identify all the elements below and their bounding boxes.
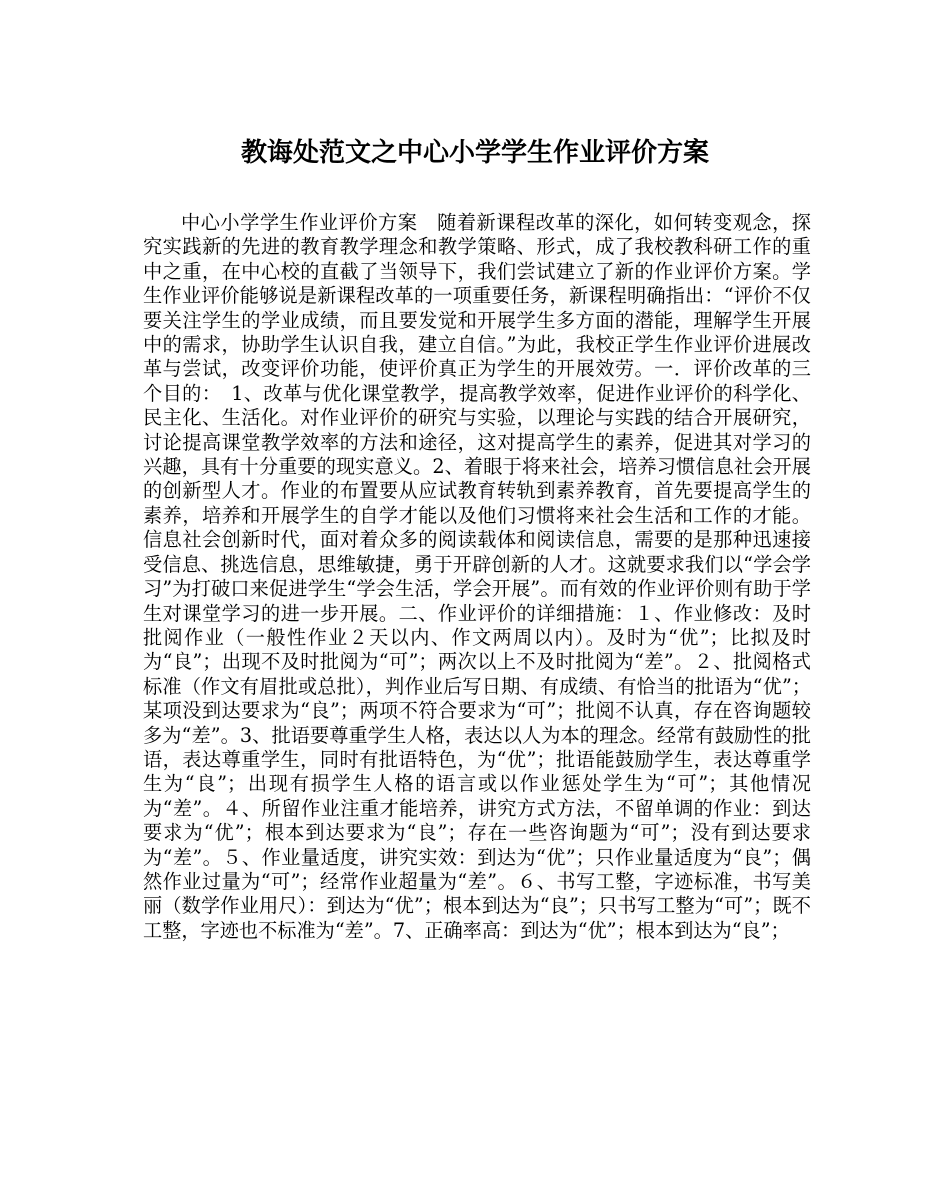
document-body: 中心小学学生作业评价方案 随着新课程改革的深化，如何转变观念，探究实践新的先进的教育教学理念和教学策略、形式，成了我校教科研工作的重中之重，在中心校的直截了当领导下，我们尝试建立了新的作业评价方案。学生作业评价能够说是新课程改革的一项重要任务，新课程明确指出：“评价不仅要关注学生的学业成绩，而且要发觉和开展学生多方面的潜能，理解学生开展中的需求，协助学生认识自我，建立自信。”为此，我校正学生作业评价进展改革与尝试，改变评价功能，使评价真正为学生的开展效劳。一．评价改革的三个目的： 1、改革与优化课堂教学，提高教学效率，促进作业评价的科学化、民主化、生活化。对作业评价的研究与实验，以理论与实践的结合开展研究，讨论提高课堂教学效率的方法和途径，这对提高学生的素养，促进其对学习的兴趣，具有十分重要的现实意义。2、着眼于将来社会，培养习惯信息社会开展的创新型人才。作业的布置要从应试教育转轨到素养教育，首先要提高学生的素养，培养和开展学生的自学才能以及他们习惯将来社会生活和工作的才能。信息社会创新时代，面对着众多的阅读载体和阅读信息，需要的是那种迅速接受信息、挑选信息，思维敏捷，勇于开辟创新的人才。这就要求我们以“学会学习”为打破口来促进学生“学会生活，学会开展”。而有效的作业评价则有助于学生对课堂学习的进一步开展。二、作业评价的详细措施：１、作业修改：及时批阅作业（一般性作业２天以内、作文两周以内）。及时为“优”；比拟及时为“良”；出现不及时批阅为“可”；两次以上不及时批阅为“差”。２、批阅格式标准（作文有眉批或总批），判作业后写日期、有成绩、有恰当的批语为“优”；某项没到达要求为“良”；两项不符合要求为“可”；批阅不认真，存在咨询题较多为“差”。3、批语要尊重学生人格，表达以人为本的理念。经常有鼓励性的批语，表达尊重学生，同时有批语特色，为“优”；批语能鼓励学生，表达尊重学生为“良”；出现有损学生人格的语言或以作业惩处学生为“可”；其他情况为“差”。４、所留作业注重才能培养，讲究方式方法，不留单调的作业：到达要求为“优”；根本到达要求为“良”；存在一些咨询题为“可”；没有到达要求为“差”。５、作业量适度，讲究实效：到达为“优”；只作业量适度为“良”；偶然作业过量为“可”；经常作业超量为“差”。６、书写工整，字迹标准，书写美丽（数学作业用尺）：到达为“优”；根本到达为“良”；只书写工整为“可”；既不工整，字迹也不标准为“差”。7、正确率高：到达为“优”；根本到达为“良”； — [143, 211, 811, 942]
document-title: 教诲处范文之中心小学学生作业评价方案 — [240, 138, 709, 168]
